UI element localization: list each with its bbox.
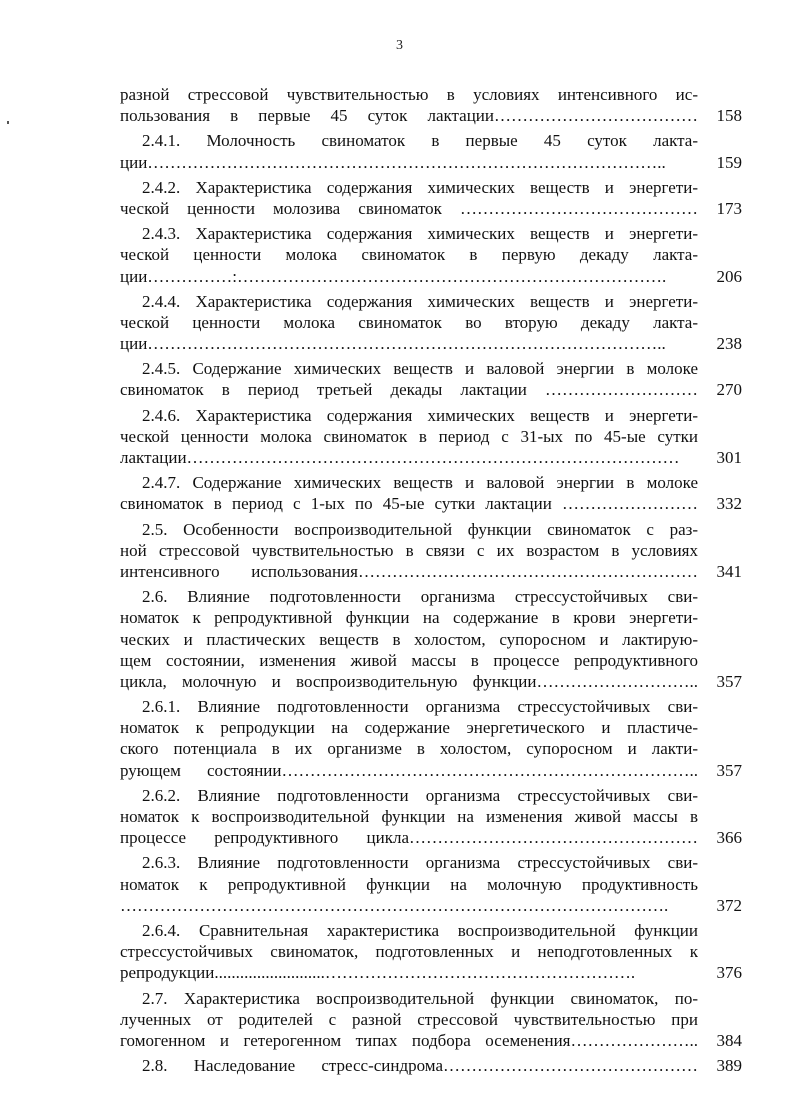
scan-speck	[7, 121, 9, 124]
toc-entry	[120, 358, 750, 400]
toc-entry-line: ского потенциала в их организме в холостом, супоросном и лакти-	[120, 739, 698, 759]
toc-entry-line: 2.4.1. Молочность свиноматок в первые 45 суток лакта-	[142, 131, 698, 151]
toc-entry-line: 2.5. Особенности воспроизводительной функции свиноматок с раз-	[142, 519, 698, 539]
toc-page-number: 376	[716, 963, 742, 983]
toc-entry	[120, 405, 750, 469]
toc-entry-line: стрессустойчивых свиноматок, подготовленных и неподготовленных к	[120, 942, 698, 962]
toc-entry-line: 2.6.3. Влияние подготовленности организма стрессустойчивых сви-	[142, 853, 698, 873]
toc-page-number: 366	[716, 828, 742, 848]
toc-entry-line: номаток к воспроизводительной функции на изменения живой массы в	[120, 807, 698, 826]
toc-entry-line: номаток к репродукции на содержание энергетического и пластиче-	[120, 718, 698, 738]
toc-entry-line: 2.4.3. Характеристика содержания химических веществ и энергети-	[142, 224, 698, 244]
toc-entry	[120, 223, 750, 287]
toc-entry	[120, 988, 750, 1052]
toc-entry	[120, 852, 750, 916]
toc-entry-line: 2.6.4. Сравнительная характеристика воспроизводительной функции	[142, 920, 698, 940]
toc-entry-line: ческой ценности молока свиноматок в период с 31-ых по 45-ые сутки	[120, 426, 698, 446]
toc-entry	[120, 472, 750, 514]
table-of-contents	[120, 84, 750, 1080]
toc-page-number: 384	[716, 1030, 742, 1050]
toc-page-number: 389	[716, 1056, 742, 1076]
toc-entry-line: …………………………………………………………………………………….	[120, 895, 669, 915]
toc-entry-line: свиноматок в период третьей декады лактации ………………………	[120, 380, 698, 400]
toc-page-number: 357	[716, 760, 742, 780]
toc-entry-line: 2.7. Характеристика воспроизводительной функции свиноматок, по-	[142, 988, 698, 1008]
toc-entry-line: 2.6.2. Влияние подготовленности организма стрессустойчивых сви-	[142, 785, 698, 805]
toc-entry-line: 2.4.4. Характеристика содержания химических веществ и энергети-	[142, 291, 698, 311]
toc-entry-line: номаток к репродуктивной функции на содержание в крови энергети-	[120, 608, 698, 628]
toc-entry	[120, 1055, 750, 1076]
toc-entry-line: лученных от родителей с разной стрессовой чувствительностью при	[120, 1009, 698, 1029]
toc-entry	[120, 696, 750, 781]
toc-entry-line: 2.6. Влияние подготовленности организма стрессустойчивых сви-	[142, 587, 698, 607]
toc-entry-line: ной стрессовой чувствительностью в связи с их возрастом в условиях	[120, 540, 698, 560]
toc-entry-line: ческой ценности молозива свиноматок ……………………………………	[120, 198, 698, 218]
toc-entry-line: пользования в первые 45 суток лактации………………………………	[120, 106, 698, 126]
toc-page-number: 372	[716, 895, 742, 915]
page-number: 3	[396, 38, 403, 53]
toc-entry-line: интенсивного использования……………………………………………………	[120, 561, 698, 581]
toc-entry	[120, 291, 750, 355]
toc-page-number: 270	[716, 380, 742, 400]
toc-entry-line: процессе репродуктивного цикла……………………………………………	[120, 828, 698, 848]
toc-entry-line: гомогенном и гетерогенном типах подбора осеменения…………………..	[120, 1030, 698, 1050]
toc-page-number: 173	[716, 198, 742, 218]
toc-entry-line: ческой ценности молока свиноматок в первую декаду лакта-	[120, 245, 698, 265]
toc-page-number: 159	[716, 152, 742, 172]
toc-entry-line: ции……………:………………………………………………………………….	[120, 266, 667, 286]
toc-entry	[120, 84, 750, 126]
toc-entry	[120, 586, 750, 692]
toc-page-number: 238	[716, 334, 742, 354]
toc-entry-line: ческих и пластических веществ в холостом, супоросном и лактирую-	[120, 629, 698, 649]
toc-entry-line: 2.8. Наследование стресс-синдрома………………………………………	[142, 1056, 698, 1076]
toc-page-number: 341	[716, 561, 742, 581]
toc-entry	[120, 519, 750, 583]
toc-entry-line: свиноматок в период с 1-ых по 45-ые сутки лактации ……………………	[120, 494, 698, 514]
toc-entry	[120, 177, 750, 219]
toc-page-number: 158	[716, 106, 742, 126]
toc-entry-line: разной стрессовой чувствительностью в условиях интенсивного ис-	[120, 85, 698, 104]
toc-page-number: 332	[716, 494, 742, 514]
toc-entry-line: ции………………………………………………………………………………..	[120, 152, 666, 172]
toc-entry-line: ции………………………………………………………………………………..	[120, 334, 666, 354]
toc-entry	[120, 920, 750, 984]
toc-entry-line: репродукции..........................……………………………………………….	[120, 963, 636, 983]
toc-entry	[120, 785, 750, 849]
toc-entry-line: лактации……………………………………………………………………………	[120, 448, 680, 467]
toc-entry-line: 2.4.6. Характеристика содержания химических веществ и энергети-	[142, 405, 698, 425]
toc-entry-line: 2.6.1. Влияние подготовленности организма стрессустойчивых сви-	[142, 697, 698, 717]
toc-page-number: 357	[716, 671, 742, 691]
toc-entry-line: 2.4.7. Содержание химических веществ и валовой энергии в молоке	[142, 473, 698, 493]
toc-page-number: 301	[716, 448, 742, 467]
toc-page-number: 206	[716, 266, 742, 286]
toc-entry-line: 2.4.5. Содержание химических веществ и валовой энергии в молоке	[142, 359, 698, 379]
toc-entry-line: рующем состоянии………………………………………………………………..	[120, 760, 698, 780]
toc-entry-line: номаток к репродуктивной функции на молочную продуктивность	[120, 874, 698, 894]
toc-entry	[120, 130, 750, 172]
toc-entry-line: ческой ценности молока свиноматок во вторую декаду лакта-	[120, 312, 698, 332]
toc-entry-line: цикла, молочную и воспроизводительную функции………………………..	[120, 671, 698, 691]
toc-entry-line: щем состоянии, изменения живой массы в процессе репродуктивного	[120, 650, 698, 670]
toc-entry-line: 2.4.2. Характеристика содержания химических веществ и энергети-	[142, 177, 698, 197]
